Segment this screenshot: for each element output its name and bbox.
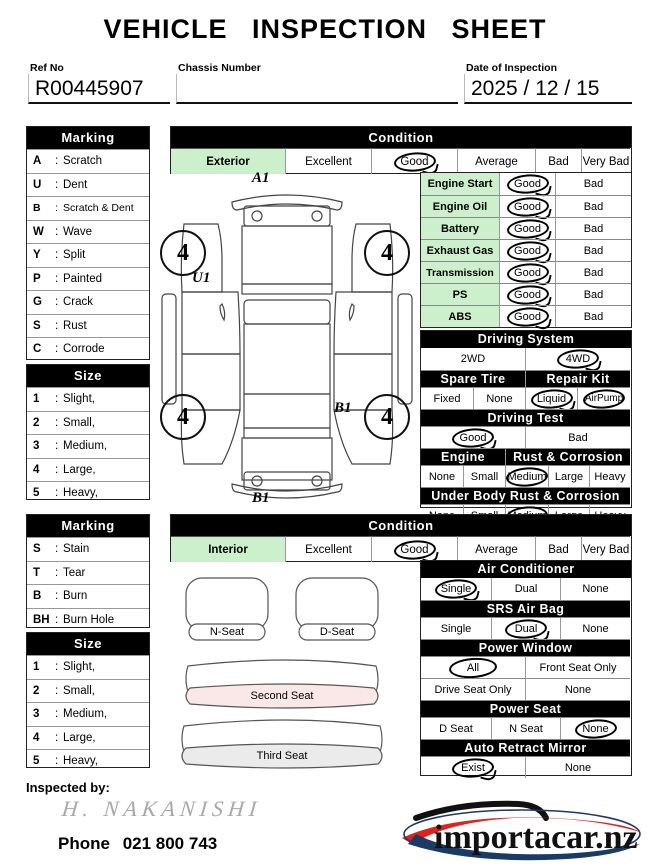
title-word-2: INSPECTION <box>251 14 428 44</box>
driving-system-table <box>420 330 632 508</box>
header-fields <box>0 62 650 120</box>
power-window-front-seat-only[interactable]: Front Seat Only <box>525 656 630 678</box>
engine-check-label: PS <box>421 283 499 305</box>
marking-key: B <box>33 590 42 603</box>
driving-test-bad[interactable]: Bad <box>525 426 630 448</box>
engine-check-good[interactable]: Good <box>499 173 555 195</box>
phone-label: Phone <box>58 834 110 853</box>
engine-rust-heading-left: Engine <box>421 448 505 465</box>
wheel-mark-circle: 4 <box>364 394 410 440</box>
power-window-drive-seat-only[interactable]: Drive Seat Only <box>421 678 525 700</box>
engine-rust-medium[interactable]: Medium <box>505 465 548 487</box>
driving-system-4wd[interactable]: 4WD <box>525 348 630 370</box>
engine-check-bad[interactable]: Bad <box>555 305 631 327</box>
srs-dual[interactable]: Dual <box>491 617 560 639</box>
auto-retract-mirror-row <box>421 756 631 778</box>
power-window-none[interactable]: None <box>525 678 630 700</box>
phone-number: 021 800 743 <box>122 834 218 853</box>
size-row: 4 : Large, <box>27 458 149 482</box>
size-key: 5 <box>33 755 40 768</box>
size-label: Medium, <box>63 708 108 721</box>
marking-label: Tear <box>63 566 86 579</box>
marking-key: T <box>33 566 41 579</box>
interior-condition-table <box>170 514 632 562</box>
size-label: Heavy, <box>63 487 98 500</box>
engine-check-good[interactable]: Good <box>499 261 555 283</box>
size-label: Small, <box>63 684 95 697</box>
auto-retract-mirror-heading: Auto Retract Mirror <box>421 739 630 756</box>
spare-tire-none[interactable]: None <box>473 387 525 409</box>
seat-label-n-seat: N-Seat <box>209 626 245 638</box>
marking-key: P <box>33 272 41 285</box>
repair-kit-heading: Repair Kit <box>525 370 630 387</box>
panel-mark: B1 <box>334 400 352 416</box>
interior-size-table <box>26 632 150 768</box>
air-conditioner-none[interactable]: None <box>560 578 630 600</box>
marking-label: Wave <box>63 225 92 238</box>
marking-row: B : Scratch & Dent <box>27 196 149 220</box>
size-key: 4 <box>33 463 40 476</box>
wheel-mark-circle: 4 <box>160 230 206 276</box>
marking-key: S <box>33 319 41 332</box>
exterior-option-bad[interactable]: Bad <box>535 148 581 174</box>
srs-air-bag-row <box>421 617 631 639</box>
engine-check-label: Engine Oil <box>421 195 499 217</box>
exterior-condition-heading: Condition <box>171 127 631 148</box>
marking-key: B <box>33 202 41 215</box>
size-row: 5 : Heavy, <box>27 749 149 773</box>
marking-key: BH <box>33 613 50 626</box>
air-conditioner-single[interactable]: Single <box>421 578 491 600</box>
marking-row: S : Rust <box>27 314 149 338</box>
engine-check-good[interactable]: Good <box>499 195 555 217</box>
size-label: Large, <box>63 731 96 744</box>
engine-rust-large[interactable]: Large <box>548 465 589 487</box>
importacar-logo[interactable] <box>394 800 644 862</box>
size-key: 2 <box>33 684 40 697</box>
exterior-option-average[interactable]: Average <box>457 148 535 174</box>
interior-option-average[interactable]: Average <box>457 536 535 562</box>
engine-rust-heavy[interactable]: Heavy <box>589 465 630 487</box>
marking-row: U : Dent <box>27 173 149 197</box>
ref-no-value[interactable]: R00445907 <box>28 74 170 104</box>
size-label: Small, <box>63 416 95 429</box>
engine-check-good[interactable]: Good <box>499 283 555 305</box>
size-label: Large, <box>63 463 96 476</box>
logo-svg <box>394 800 644 862</box>
air-conditioner-row <box>421 578 631 600</box>
engine-check-row <box>421 217 631 239</box>
marking-key: C <box>33 343 42 356</box>
size-row: 1 : Slight, <box>27 387 149 411</box>
size-key: 4 <box>33 731 40 744</box>
exterior-condition-row-label: Exterior <box>171 148 285 174</box>
chassis-number-value[interactable] <box>176 74 458 104</box>
size-label: Medium, <box>63 440 108 453</box>
engine-check-bad[interactable]: Bad <box>555 283 631 305</box>
engine-check-label: Transmission <box>421 261 499 283</box>
size-key: 1 <box>33 393 40 406</box>
power-window-row-2 <box>421 678 631 700</box>
exterior-option-good[interactable]: Good <box>371 148 457 174</box>
power-seat-none[interactable]: None <box>560 717 630 739</box>
power-window-heading-row <box>421 639 631 656</box>
page-title <box>0 0 650 50</box>
marking-row: T : Tear <box>27 561 149 585</box>
repair-kit-airpump[interactable]: AirPump <box>577 387 630 409</box>
marking-label: Corrode <box>63 343 105 356</box>
size-row: 3 : Medium, <box>27 434 149 458</box>
underbody-rust-heading: Under Body Rust & Corrosion <box>421 487 630 504</box>
engine-check-good[interactable]: Good <box>499 217 555 239</box>
marking-row: Y : Split <box>27 243 149 267</box>
marking-key: U <box>33 178 42 191</box>
marking-row: BH : Burn Hole <box>27 608 149 632</box>
engine-check-bad[interactable]: Bad <box>555 217 631 239</box>
size-key: 5 <box>33 487 40 500</box>
marking-label: Burn Hole <box>63 613 115 626</box>
srs-single[interactable]: Single <box>421 617 491 639</box>
marking-row: G : Crack <box>27 290 149 314</box>
wheel-mark-circle: 4 <box>364 230 410 276</box>
phone-line <box>58 834 217 854</box>
interior-seat-diagram <box>160 562 418 778</box>
marking-label: Dent <box>63 178 88 191</box>
size-row: 2 : Small, <box>27 679 149 703</box>
interior-option-very-bad[interactable]: Very Bad <box>581 536 630 562</box>
marking-label: Rust <box>63 319 87 332</box>
power-seat-d-seat[interactable]: D Seat <box>421 717 491 739</box>
srs-air-bag-heading: SRS Air Bag <box>421 600 630 617</box>
size-key: 1 <box>33 661 40 674</box>
spare-tire-heading: Spare Tire <box>421 370 525 387</box>
exterior-marking-heading: Marking <box>27 127 149 149</box>
title-word-3: SHEET <box>451 14 547 44</box>
driving-system-2wd[interactable]: 2WD <box>460 353 486 365</box>
marking-row: W : Wave <box>27 220 149 244</box>
engine-rust-options-row <box>421 465 631 487</box>
marking-label: Burn <box>63 590 88 603</box>
engine-check-good[interactable]: Good <box>499 305 555 327</box>
marking-row: S : Stain <box>27 537 149 561</box>
driving-test-row <box>421 426 631 448</box>
inspected-by-label: Inspected by: <box>26 780 110 795</box>
interior-option-excellent[interactable]: Excellent <box>285 536 371 562</box>
date-of-inspection-value[interactable]: 2025 / 12 / 15 <box>464 74 632 104</box>
spare-tire-fixed[interactable]: Fixed <box>421 387 473 409</box>
interior-marking-heading: Marking <box>27 515 149 537</box>
driving-system-row <box>421 348 631 370</box>
exterior-marking-table <box>26 126 150 360</box>
interior-equipment-table <box>420 560 632 776</box>
marking-row: A : Scratch <box>27 149 149 173</box>
panel-mark: A1 <box>252 170 270 186</box>
interior-condition-row-label: Interior <box>171 536 285 562</box>
driving-system-heading: Driving System <box>421 331 631 348</box>
marking-key: A <box>33 155 42 168</box>
engine-check-row <box>421 239 631 261</box>
driving-test-heading: Driving Test <box>421 409 630 426</box>
auto-retract-mirror-heading-row <box>421 739 631 756</box>
driving-test-good[interactable]: Good <box>421 426 525 448</box>
engine-check-label: Exhaust Gas <box>421 239 499 261</box>
auto-retract-mirror-exist[interactable]: Exist <box>421 756 525 778</box>
power-seat-heading-row <box>421 700 631 717</box>
exterior-size-heading: Size <box>27 365 149 387</box>
exterior-condition-table <box>170 126 632 174</box>
air-conditioner-heading: Air Conditioner <box>421 561 631 578</box>
engine-rust-heading-right: Rust & Corrosion <box>505 448 630 465</box>
exterior-car-diagram <box>156 170 418 512</box>
underbody-rust-heading-row <box>421 487 631 504</box>
chassis-number-field <box>176 62 458 104</box>
air-conditioner-dual[interactable]: Dual <box>491 578 560 600</box>
engine-check-row <box>421 173 631 195</box>
engine-check-row <box>421 195 631 217</box>
seat-label-third-seat: Third Seat <box>256 750 308 762</box>
marking-key: G <box>33 296 42 309</box>
engine-check-good[interactable]: Good <box>499 239 555 261</box>
size-label: Heavy, <box>63 755 98 768</box>
size-row: 2 : Small, <box>27 411 149 435</box>
marking-key: W <box>33 225 44 238</box>
engine-check-row <box>421 261 631 283</box>
engine-checks-table <box>420 172 632 328</box>
engine-check-bad[interactable]: Bad <box>555 173 631 195</box>
interior-condition-heading: Condition <box>171 515 631 536</box>
seat-label-second-seat: Second Seat <box>250 690 314 702</box>
size-key: 3 <box>33 708 40 721</box>
marking-row: P : Painted <box>27 267 149 291</box>
engine-rust-heading-row <box>421 448 631 465</box>
engine-check-bad[interactable]: Bad <box>555 239 631 261</box>
interior-option-bad[interactable]: Bad <box>535 536 581 562</box>
marking-row: C : Corrode <box>27 337 149 361</box>
engine-check-label: Battery <box>421 217 499 239</box>
engine-check-row <box>421 305 631 327</box>
power-seat-n-seat[interactable]: N Seat <box>491 717 560 739</box>
car-body-svg <box>156 174 418 512</box>
marking-label: Stain <box>63 543 90 556</box>
date-of-inspection-field <box>464 62 632 104</box>
marking-row: B : Burn <box>27 584 149 608</box>
exterior-size-table <box>26 364 150 500</box>
ref-no-label: Ref No <box>30 62 64 74</box>
seat-shapes-svg <box>160 562 418 778</box>
engine-check-bad[interactable]: Bad <box>555 195 631 217</box>
panel-mark: U1 <box>192 270 211 286</box>
size-row: 4 : Large, <box>27 726 149 750</box>
size-key: 2 <box>33 416 40 429</box>
size-row: 5 : Heavy, <box>27 481 149 505</box>
srs-none[interactable]: None <box>560 617 630 639</box>
interior-option-good[interactable]: Good <box>371 536 457 562</box>
interior-marking-table <box>26 514 150 628</box>
date-of-inspection-label: Date of Inspection <box>466 62 558 74</box>
engine-check-label: ABS <box>421 305 499 327</box>
spare-repair-heading-row <box>421 370 631 387</box>
marking-label: Crack <box>63 296 94 309</box>
marking-label: Scratch <box>63 155 102 168</box>
srs-heading-row <box>421 600 631 617</box>
size-row: 3 : Medium, <box>27 702 149 726</box>
panel-mark: B1 <box>252 490 270 506</box>
engine-rust-none[interactable]: None <box>421 465 463 487</box>
ref-no-field <box>28 62 170 104</box>
marking-label: Painted <box>63 272 103 285</box>
title-word-1: VEHICLE <box>103 14 228 44</box>
logo-wordmark: importacar.nz <box>434 819 638 856</box>
size-row: 1 : Slight, <box>27 655 149 679</box>
marking-key: S <box>33 543 41 556</box>
auto-retract-mirror-none[interactable]: None <box>525 756 630 778</box>
size-label: Slight, <box>63 393 95 406</box>
power-window-heading: Power Window <box>421 639 630 656</box>
exterior-option-excellent[interactable]: Excellent <box>285 148 371 174</box>
engine-check-bad[interactable]: Bad <box>555 261 631 283</box>
power-seat-heading: Power Seat <box>421 700 630 717</box>
engine-check-row <box>421 283 631 305</box>
exterior-option-very-bad[interactable]: Very Bad <box>581 148 630 174</box>
engine-check-label: Engine Start <box>421 173 499 195</box>
chassis-number-label: Chassis Number <box>178 62 261 74</box>
power-seat-row <box>421 717 631 739</box>
interior-size-heading: Size <box>27 633 149 655</box>
marking-key: Y <box>33 249 41 262</box>
wheel-mark-circle: 4 <box>160 394 206 440</box>
engine-rust-small[interactable]: Small <box>463 465 505 487</box>
size-label: Slight, <box>63 661 95 674</box>
marking-label: Split <box>63 249 86 262</box>
inspector-signature: H. NAKANISHI <box>60 796 263 821</box>
spare-repair-options-row <box>421 387 631 409</box>
driving-test-heading-row <box>421 409 631 426</box>
power-window-row-1 <box>421 656 631 678</box>
repair-kit-liquid[interactable]: Liquid <box>525 387 577 409</box>
power-window-all[interactable]: All <box>421 656 525 678</box>
size-key: 3 <box>33 440 40 453</box>
seat-label-d-seat: D-Seat <box>319 626 355 638</box>
marking-label: Scratch & Dent <box>63 202 134 215</box>
